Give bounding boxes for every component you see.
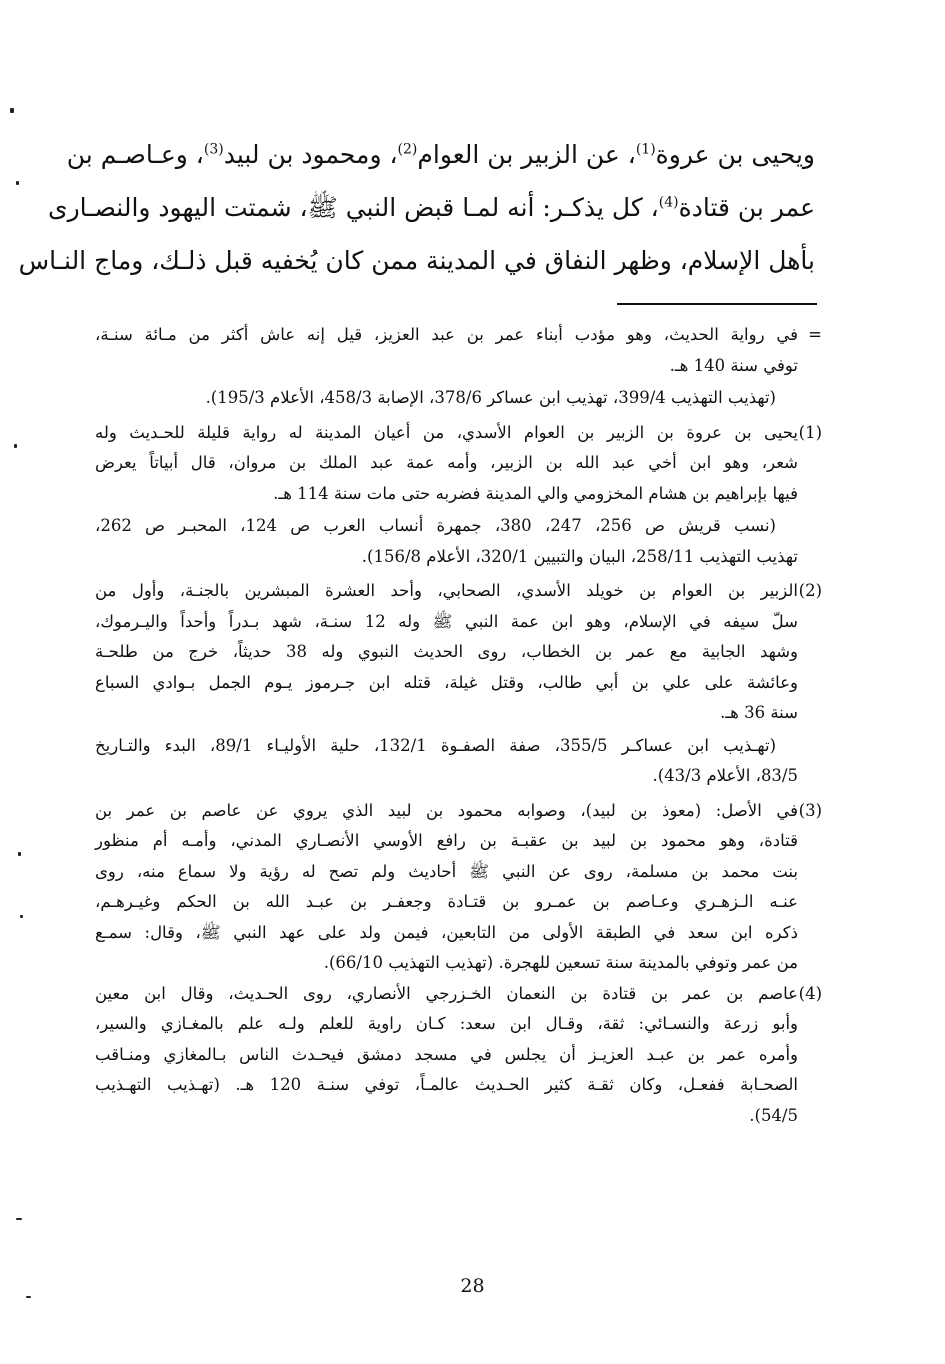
footnote-line: الصحـابة ففعـل، وكان ثقـة كثير الحـديث عالمـاً، توفي سنـة 120 هـ. (تهـذيب التهـذيب bbox=[95, 1075, 798, 1094]
footnote-line: بنت محمد بن مسلمة، روى عن النبي ﷺ أحاديث ولم تصح له رؤية ولا سماع منه، روى bbox=[95, 861, 798, 881]
footnote-line: يحيى بن عروة بن الزبير بن العوام الأسدي، من أعيان المدينة له رواية قليلة للحـديث وله bbox=[95, 422, 798, 442]
footnote-ref: (1) bbox=[635, 141, 656, 158]
footnote-source-line: 83/5، الأعلام 43/3). bbox=[652, 766, 798, 785]
footnote-line: سنة 36 هـ. bbox=[720, 703, 798, 722]
footnote-1 bbox=[95, 418, 822, 573]
page-number: 28 bbox=[460, 1275, 485, 1297]
footnote-line: في رواية الحديث، وهو مؤدب أبناء عمر بن عبد العزيز، قيل إنه عاش أكثر من مـائة سنـة، bbox=[95, 325, 798, 344]
footnote-line: وأمره عمر بن عبـد العزيـز أن يجلس في مسجد دمشق فيحـدث الناس بـالمغازي ومنـاقب bbox=[95, 1044, 798, 1064]
footnote-source-line: (تهذيب التهذيب 399/4، تهذيب ابن عساكر 378/6، الإصابة 458/3، الأعلام 195/3). bbox=[205, 388, 776, 407]
footnote-marker: (1) bbox=[798, 422, 822, 442]
footnote-source-line: تهذيب التهذيب 258/11، البيان والتبيين 320/1، الأعلام 156/8). bbox=[361, 546, 798, 566]
footnote-line: فيها بإبراهيم بن هشام المخزومي والي المدينة فضربه حتى مات سنة 114 هـ. bbox=[273, 483, 798, 503]
footnote-line: من عمر وتوفي بالمدينة سنة تسعين للهجرة. (تهذيب التهذيب 66/10). bbox=[323, 953, 798, 972]
footnote-line: ذكره ابن سعد في الطبقة الأولى من التابعين، فيمن ولد على عهد النبي ﷺ، وقال: سمـع bbox=[95, 922, 798, 942]
footnote-source-line: (تهـذيب ابن عساكـر 355/5، صفة الصفـوة 132/1، حلية الأوليـاء 89/1، البدء والتـاريخ bbox=[95, 735, 777, 755]
footnote-line: 54/5). bbox=[749, 1105, 798, 1125]
main-text-line: بأهل الإسلام، وظهر النفاق في المدينة ممن كان يُخفيه قبل ذلـك، وماج النـاس bbox=[18, 246, 815, 275]
footnote-continued bbox=[95, 320, 822, 414]
scan-speck bbox=[10, 108, 14, 113]
footnote-3 bbox=[95, 796, 822, 979]
footnote-line: وأبو زرعة والنسـائي: ثقة، وقـال ابن سعد: كـان راوية للعلم ولـه علم بالمغـازي والسير، bbox=[95, 1014, 799, 1033]
footnote-line: في الأصل: (معوذ بن لبيد)، وصوابه محمود بن لبيد الذي يروي عن عاصم بن عمر بن bbox=[95, 800, 798, 820]
footnote-source-line: (نسب قريش ص 256، 247، 380، جمهرة أنساب العرب ص 124، المحبـر ص 262، bbox=[95, 516, 776, 535]
footnote-marker: = bbox=[808, 325, 822, 344]
footnotes bbox=[95, 320, 822, 1131]
main-text bbox=[18, 128, 815, 287]
footnote-sources bbox=[95, 731, 798, 792]
footnote-line: توفي سنة 140 هـ. bbox=[669, 355, 798, 375]
scan-speck bbox=[26, 1296, 31, 1298]
footnote-line: سلّ سيفه في الإسلام، وهو ابن عمة النبي ﷺ وله 12 سنـة، شهد بـدراً وأحداً واليـرموك، bbox=[95, 611, 799, 631]
footnote-line: الزبير بن العوام بن خويلد الأسدي، الصحابي، وأحد العشرة المبشرين بالجنـة، وأول من bbox=[95, 581, 798, 600]
scan-speck bbox=[14, 444, 17, 448]
scan-speck bbox=[20, 915, 23, 918]
footnote-marker: (4) bbox=[798, 983, 822, 1003]
footnote-4 bbox=[95, 979, 822, 1132]
footnote-line: شعر، وهو ابن أخي عبد الله بن الزبير، وأمه عمة عبد الملك بن مروان، قال أبياتاً يعرض bbox=[95, 453, 798, 472]
scan-speck bbox=[16, 181, 19, 185]
footnote-2 bbox=[95, 576, 822, 792]
footnote-ref: (4) bbox=[658, 194, 679, 211]
footnote-ref: (2) bbox=[397, 141, 418, 158]
footnote-marker: (2) bbox=[798, 581, 822, 600]
footnote-line: عاصم بن عمر بن قتادة بن النعمان الخـزرجي الأنصاري، روى الحـديث، وقال ابن معين bbox=[95, 983, 798, 1003]
footnote-separator bbox=[617, 303, 817, 305]
footnote-line: قتادة، وهو محمود بن لبيد بن عقبـة بن رافع الأوسي الأنصـاري المدني، وأمـه أم منظور bbox=[95, 831, 798, 850]
main-text-line: ويحيى بن عروة$^{(1)}$، عن الزبير بن العوام$^{(2)}$، ومحمود بن لبيد$^{(3)}$، وعـاصـم بن bbox=[66, 140, 815, 169]
footnote-sources bbox=[95, 511, 798, 572]
scan-speck bbox=[16, 1218, 22, 1220]
footnote-ref: (3) bbox=[203, 141, 224, 158]
footnote-marker: (3) bbox=[798, 800, 822, 820]
footnote-line: وعائشة على علي بن أبي طالب، وقتل غيلة، قتله ابن جـرموز يـوم الجمل بـوادي السباع bbox=[95, 672, 798, 692]
main-text-line: عمر بن قتادة$^{(4)}$، كل يذكـر: أنه لمـا قبض النبي ﷺ، شمتت اليهود والنصـارى bbox=[48, 193, 815, 222]
footnote-sources bbox=[95, 383, 798, 414]
footnote-line: وشهد الجابية مع عمر بن الخطاب، روى الحديث النبوي وله 38 حديثاً، خرج من طلحـة bbox=[95, 642, 799, 661]
scan-speck bbox=[18, 852, 21, 856]
footnote-line: عنـه الـزهـري وعـاصم بن عمـرو بن قتـادة وجعفـر بن عبـد الله بن الحكم وغيـرهـم، bbox=[95, 892, 798, 911]
